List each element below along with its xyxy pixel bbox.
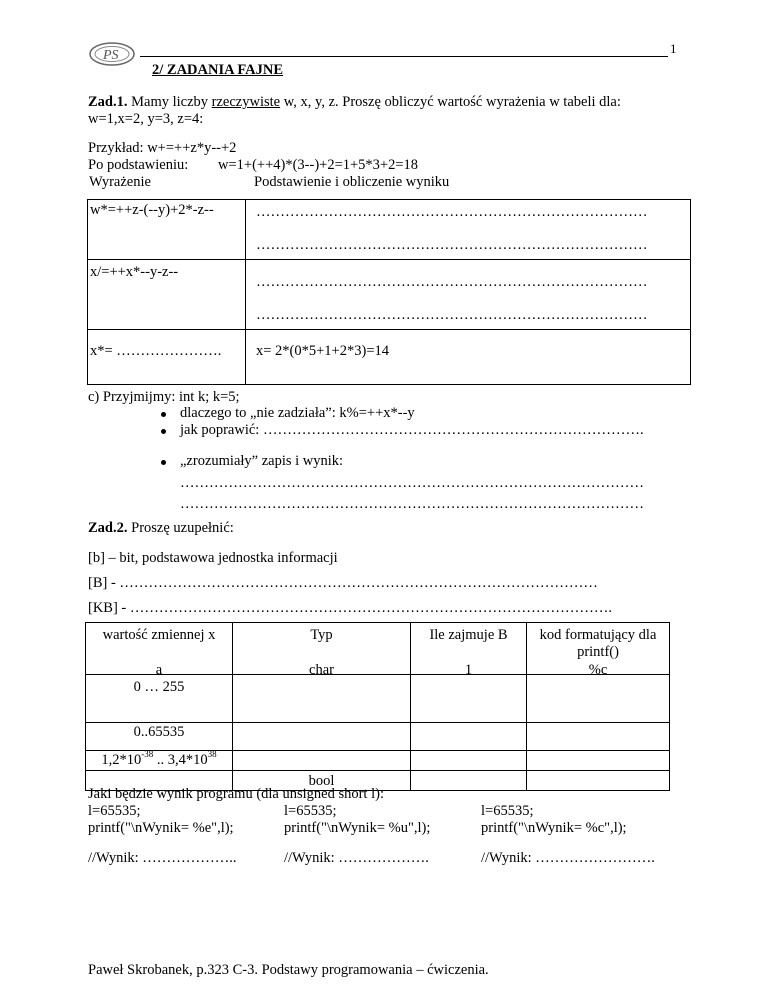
table-cell [88, 330, 246, 385]
value-text: 0..65535 [133, 724, 185, 740]
expression-text: x/=++x*--y-z-- [90, 264, 179, 280]
zad1-intro: Zad.1. Mamy liczby rzeczywiste w, x, y, z. Proszę obliczyć wartość wyrażenia w tabeli dla: [88, 94, 621, 110]
answer-dots: ……………………………………………………………………… [256, 306, 648, 323]
answer-dots: …………………………………………………………………………………… [180, 475, 644, 491]
table-cell [233, 751, 411, 771]
kilobyte-definition: [KB] - ………………………………………………………………………………………. [88, 600, 613, 616]
code-line: printf("\nWynik= %u",l); [284, 820, 431, 836]
table-cell [246, 330, 691, 385]
footer-text: Paweł Skrobanek, p.323 C-3. Podstawy programowania – ćwiczenia. [88, 962, 489, 978]
column-header: Ile zajmuje B [429, 627, 508, 643]
bullet-icon [161, 429, 166, 434]
type-text: bool [308, 773, 335, 789]
table-row [88, 260, 691, 330]
expression-text: x*= …………………. [90, 343, 222, 359]
column-header: wartość zmiennej x [102, 627, 216, 643]
underlined-word: rzeczywiste [211, 94, 281, 110]
table-cell [88, 200, 246, 260]
bullet-item: jak poprawić: ……………………………………………………………………. [180, 422, 644, 438]
bullet-icon [161, 412, 166, 417]
answer-dots: …………………………………………………………………………………… [180, 496, 644, 512]
substitution-value: w=1+(++4)*(3--)+2=1+5*3+2=18 [218, 157, 419, 173]
table-cell [88, 260, 246, 330]
table-cell [246, 260, 691, 330]
code-line: printf("\nWynik= %c",l); [481, 820, 627, 836]
table-cell [527, 723, 670, 751]
column-header: Typ [310, 627, 333, 643]
table-row [86, 723, 670, 751]
substitution-label: Po podstawieniu: [88, 157, 189, 173]
column-header: kod formatujący dla printf() [539, 627, 657, 660]
ps-logo-icon [88, 40, 136, 68]
types-table [85, 622, 670, 791]
answer-dots: ……………………………………………………………………… [256, 204, 648, 220]
table-row [88, 200, 691, 260]
zad2-label: Zad.2. [88, 520, 128, 536]
table-cell [233, 662, 411, 723]
format-code-text: %c [588, 662, 608, 678]
program-question: Jaki będzie wynik programu (dla unsigned short l): [88, 786, 384, 802]
table-row [86, 675, 670, 723]
header-rule [140, 56, 668, 57]
svg-text:PS: PS [103, 48, 119, 63]
bullet-item: dlaczego to „nie zadziała”: k%=++x*--y [180, 405, 415, 421]
zad1-label: Zad.1. [88, 94, 128, 110]
table-cell [246, 200, 691, 260]
table-cell [86, 662, 233, 723]
page-number: 1 [670, 41, 677, 56]
table-cell [233, 723, 411, 751]
table1-header-substitution: Podstawienie i obliczenie wyniku [254, 174, 450, 190]
table-cell [527, 771, 670, 791]
result-line: //Wynik: ……………….. [88, 850, 237, 866]
table-cell [527, 662, 670, 723]
code-line: l=65535; [88, 803, 141, 819]
table-cell [527, 751, 670, 771]
section-title: 2/ ZADANIA FAJNE [152, 62, 284, 78]
table-cell [86, 723, 233, 751]
expression-table [87, 199, 691, 385]
value-text: $1,2*10^{-38}$ .. $3,4*10^{38}$ [101, 749, 217, 768]
table1-header-expression: Wyrażenie [89, 174, 151, 190]
table-row [86, 751, 670, 771]
result-line: //Wynik: ……………………. [481, 850, 655, 866]
code-line: l=65535; [481, 803, 534, 819]
bit-definition: [b] – bit, podstawowa jednostka informacji [88, 550, 338, 566]
result-text: x= 2*(0*5+1+2*3)=14 [256, 343, 389, 359]
code-line: l=65535; [284, 803, 337, 819]
byte-definition: [B] - ……………………………………………………………………………………… [88, 575, 598, 591]
bullet-item: „zrozumiały” zapis i wynik: [180, 453, 344, 469]
bullet-icon [161, 460, 166, 465]
answer-dots: ……………………………………………………………………… [256, 236, 648, 253]
answer-dots: ……………………………………………………………………… [256, 274, 648, 290]
type-text: char [309, 662, 334, 678]
code-line: printf("\nWynik= %e",l); [88, 820, 234, 836]
expression-text: w*=++z-(--y)+2*-z-- [90, 202, 214, 218]
value-text: 0 … 255 [133, 678, 185, 695]
table-row [88, 330, 691, 385]
table-cell [411, 751, 527, 771]
table-cell [411, 723, 527, 751]
zad1-intro-line2: w=1,x=2, y=3, z=4: [88, 111, 204, 127]
value-text: a [155, 662, 163, 678]
part-c-line: c) Przyjmijmy: int k; k=5; [88, 389, 240, 405]
table-cell [86, 751, 233, 771]
bytes-text: 1 [464, 662, 473, 678]
zad2-intro: Zad.2. Proszę uzupełnić: [88, 520, 234, 536]
result-line: //Wynik: ………………. [284, 850, 429, 866]
example-line: Przykład: w+=++z*y--+2 [88, 140, 237, 156]
table-cell [411, 662, 527, 723]
table-cell [411, 771, 527, 791]
